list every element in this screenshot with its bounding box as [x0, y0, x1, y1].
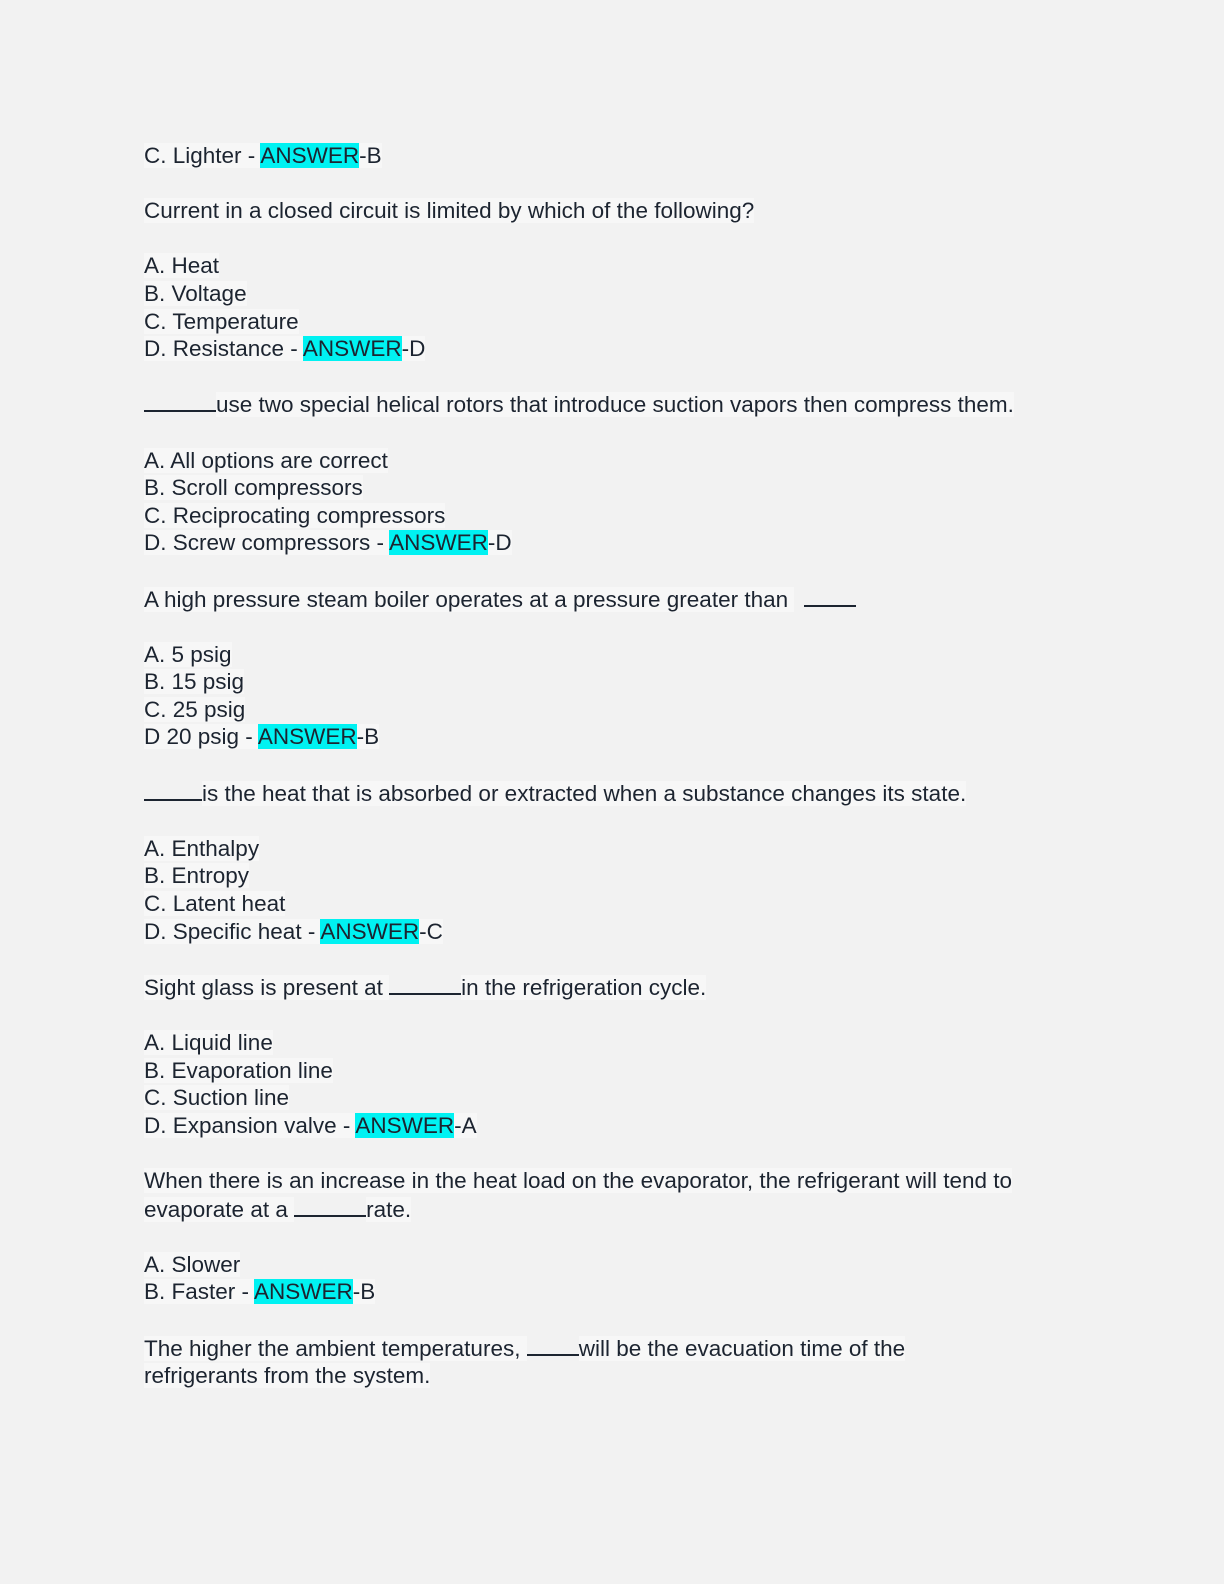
answer-line: [144, 1278, 1084, 1306]
option-text: D. Screw compressors -: [144, 530, 390, 556]
option: [144, 1251, 1084, 1279]
option: [144, 474, 1084, 502]
option: [144, 696, 1084, 724]
question-text: evaporate at a: [144, 1196, 295, 1222]
option-text: A. Slower: [144, 1251, 241, 1277]
answer-line: [144, 723, 1084, 751]
answer-line: [144, 529, 1084, 557]
option-text: C. Lighter -: [144, 143, 261, 168]
question-stem: [144, 1362, 1084, 1390]
option-text: B. Scroll compressors: [144, 475, 363, 501]
option-text: C. Temperature: [144, 308, 299, 334]
fill-in-blank: [144, 779, 202, 801]
question-stem: [144, 390, 1084, 419]
question-text: The higher the ambient temperatures,: [144, 1335, 527, 1361]
option-text: A. Heat: [144, 253, 220, 279]
answer-line: [144, 335, 1084, 363]
option: [144, 890, 1084, 918]
answer-highlight: ANSWER: [254, 1279, 353, 1305]
option-text: A. Liquid line: [144, 1030, 273, 1055]
option: [144, 252, 1084, 280]
question-text: Current in a closed circuit is limited by which of the following?: [144, 198, 755, 224]
question-text: refrigerants from the system.: [144, 1363, 431, 1389]
option-text: C. Latent heat: [144, 891, 286, 917]
question-text: A high pressure steam boiler operates at a pressure greater than: [144, 586, 795, 612]
question-text: is the heat that is absorbed or extracted when a substance changes its state.: [202, 780, 967, 806]
answer-line: [144, 1112, 1084, 1140]
answer-highlight: ANSWER: [389, 530, 488, 556]
option-text: D. Specific heat -: [144, 918, 321, 944]
question-stem: [144, 779, 1084, 808]
answer-highlight: ANSWER: [257, 724, 357, 750]
answer-letter: -C: [419, 918, 443, 944]
answer-letter: -A: [454, 1112, 477, 1138]
option-text: A. All options are correct: [144, 447, 388, 473]
answer-letter: -B: [359, 143, 382, 168]
option: [144, 1029, 1084, 1057]
answer-letter: -B: [352, 1279, 376, 1305]
question-text: in the refrigeration cycle.: [461, 974, 707, 1000]
answer-highlight: ANSWER: [260, 143, 360, 168]
option: [144, 1057, 1084, 1085]
answer-highlight: ANSWER: [320, 918, 420, 944]
option-text: B. Faster -: [144, 1279, 255, 1305]
option-text: B. 15 psig: [144, 669, 245, 695]
option-text: B. Evaporation line: [144, 1057, 333, 1083]
option-text: A. 5 psig: [144, 641, 232, 667]
option-text: C. Suction line: [144, 1085, 290, 1111]
answer-letter: -D: [487, 530, 512, 556]
option: [144, 641, 1084, 669]
option: [144, 862, 1084, 890]
fill-in-blank: [527, 1334, 579, 1356]
fill-in-blank: [804, 585, 856, 607]
option-text: A. Enthalpy: [144, 835, 260, 861]
answer-highlight: ANSWER: [302, 336, 402, 362]
option: [144, 502, 1084, 530]
option: [144, 447, 1084, 475]
option-text: C. 25 psig: [144, 696, 246, 722]
answer-line: [144, 918, 1084, 946]
question-text: Sight glass is present at: [144, 974, 390, 1000]
question-stem: [144, 585, 1084, 614]
fill-in-blank: [294, 1195, 366, 1217]
option-text: D. Expansion valve -: [144, 1112, 356, 1138]
question-stem: [144, 1195, 1084, 1224]
question-stem: [144, 973, 1084, 1002]
fill-in-blank: [389, 973, 461, 995]
answer-highlight: ANSWER: [355, 1112, 455, 1138]
question-text: use two special helical rotors that introduce suction vapors then compress them.: [216, 392, 1014, 418]
question-stem: [144, 197, 1084, 225]
answer-letter: -B: [356, 724, 380, 750]
question-stem: [144, 1167, 1084, 1195]
option-text: B. Voltage: [144, 280, 247, 306]
question-text: rate.: [366, 1196, 412, 1222]
answer-letter: -D: [401, 336, 426, 362]
option-text: B. Entropy: [144, 863, 250, 889]
quiz-content: [144, 142, 1084, 1390]
option-text: D 20 psig -: [144, 724, 258, 750]
option: [144, 1084, 1084, 1112]
option: [144, 668, 1084, 696]
question-text: will be the evacuation time of the: [578, 1335, 906, 1361]
option: [144, 835, 1084, 863]
option-text: D. Resistance -: [144, 336, 303, 362]
option-text: C. Reciprocating compressors: [144, 502, 446, 528]
option: [144, 308, 1084, 336]
answer-line: [144, 142, 1084, 170]
option: [144, 280, 1084, 308]
question-stem: [144, 1334, 1084, 1363]
question-text: When there is an increase in the heat load on the evaporator, the refrigerant will tend to: [144, 1167, 1013, 1193]
fill-in-blank: [144, 390, 216, 412]
